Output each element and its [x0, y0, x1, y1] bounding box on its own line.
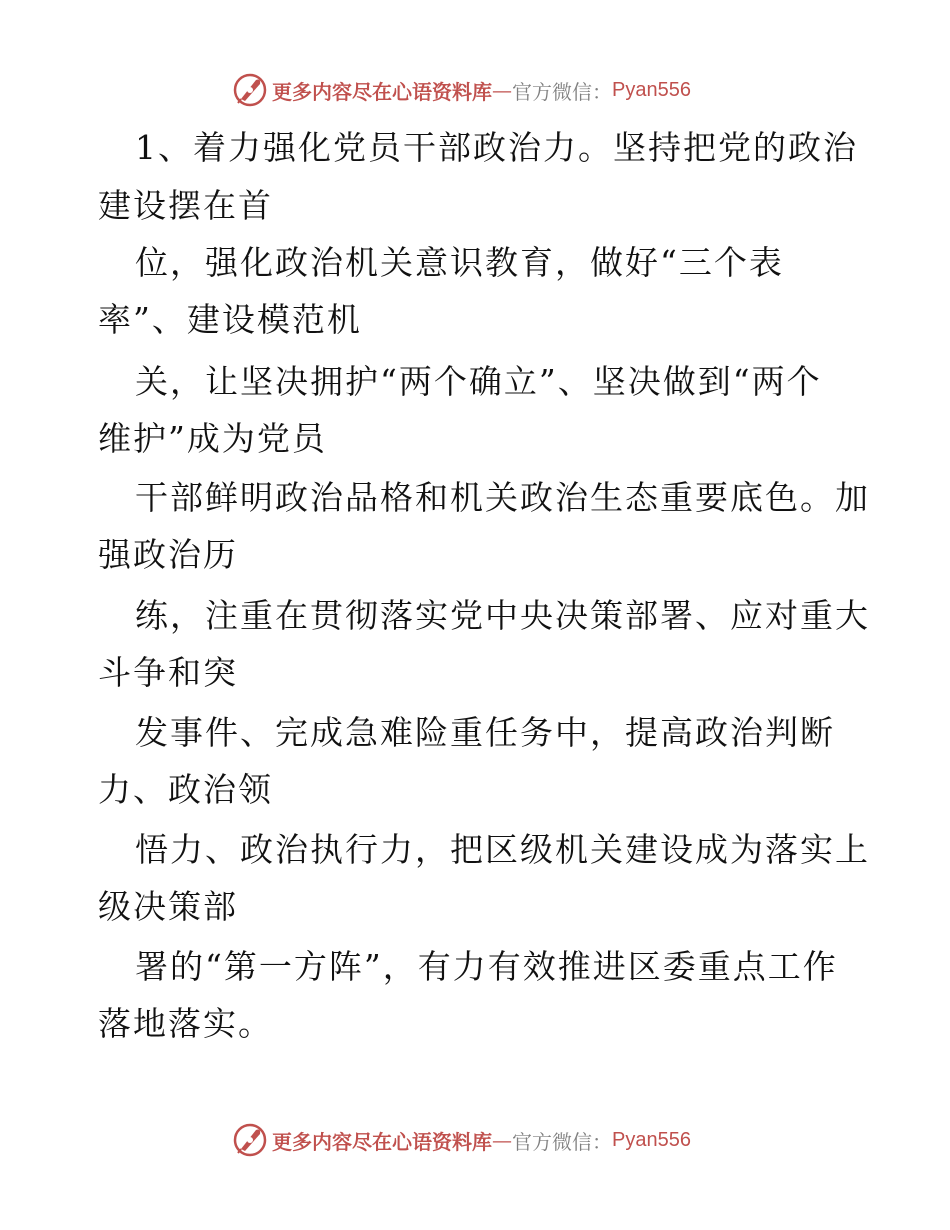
header-wechat-id: Pyan556: [612, 78, 691, 101]
header-separator: —: [492, 78, 512, 102]
header-banner: [232, 72, 691, 108]
text-line: 落地落实。: [98, 1004, 273, 1043]
footer-banner: [232, 1122, 691, 1158]
quill-pen-logo-icon: [232, 1122, 268, 1158]
footer-separator: —: [492, 1128, 512, 1152]
text-line: 率”、建设模范机: [98, 300, 362, 339]
footer-brand-text: 更多内容尽在心语资料库: [272, 1129, 492, 1154]
text-line: 维护”成为党员: [98, 419, 327, 458]
text-line: 强政治历: [98, 535, 238, 574]
text-line: 悟力、政治执行力，把区级机关建设成为落实上: [135, 830, 870, 869]
footer-official-label: 官方微信：: [512, 1129, 612, 1154]
text-line: 发事件、完成急难险重任务中，提高政治判断: [135, 713, 835, 752]
header-official-label: 官方微信：: [512, 79, 612, 104]
text-line: 位，强化政治机关意识教育，做好“三个表: [135, 243, 784, 282]
text-line: 级决策部: [98, 887, 238, 926]
text-line: 干部鲜明政治品格和机关政治生态重要底色。加: [135, 478, 870, 517]
text-line: 建设摆在首: [98, 186, 273, 225]
text-line: 署的“第一方阵”，有力有效推进区委重点工作: [135, 947, 838, 986]
text-line: 关，让坚决拥护“两个确立”、坚决做到“两个: [135, 362, 822, 401]
header-brand-text: 更多内容尽在心语资料库: [272, 79, 492, 104]
text-line: 1、着力强化党员干部政治力。坚持把党的政治: [135, 128, 858, 167]
text-line: 练，注重在贯彻落实党中央决策部署、应对重大: [135, 596, 870, 635]
quill-pen-logo-icon: [232, 72, 268, 108]
text-line: 斗争和突: [98, 653, 238, 692]
footer-wechat-id: Pyan556: [612, 1128, 691, 1151]
text-line: 力、政治领: [98, 770, 273, 809]
